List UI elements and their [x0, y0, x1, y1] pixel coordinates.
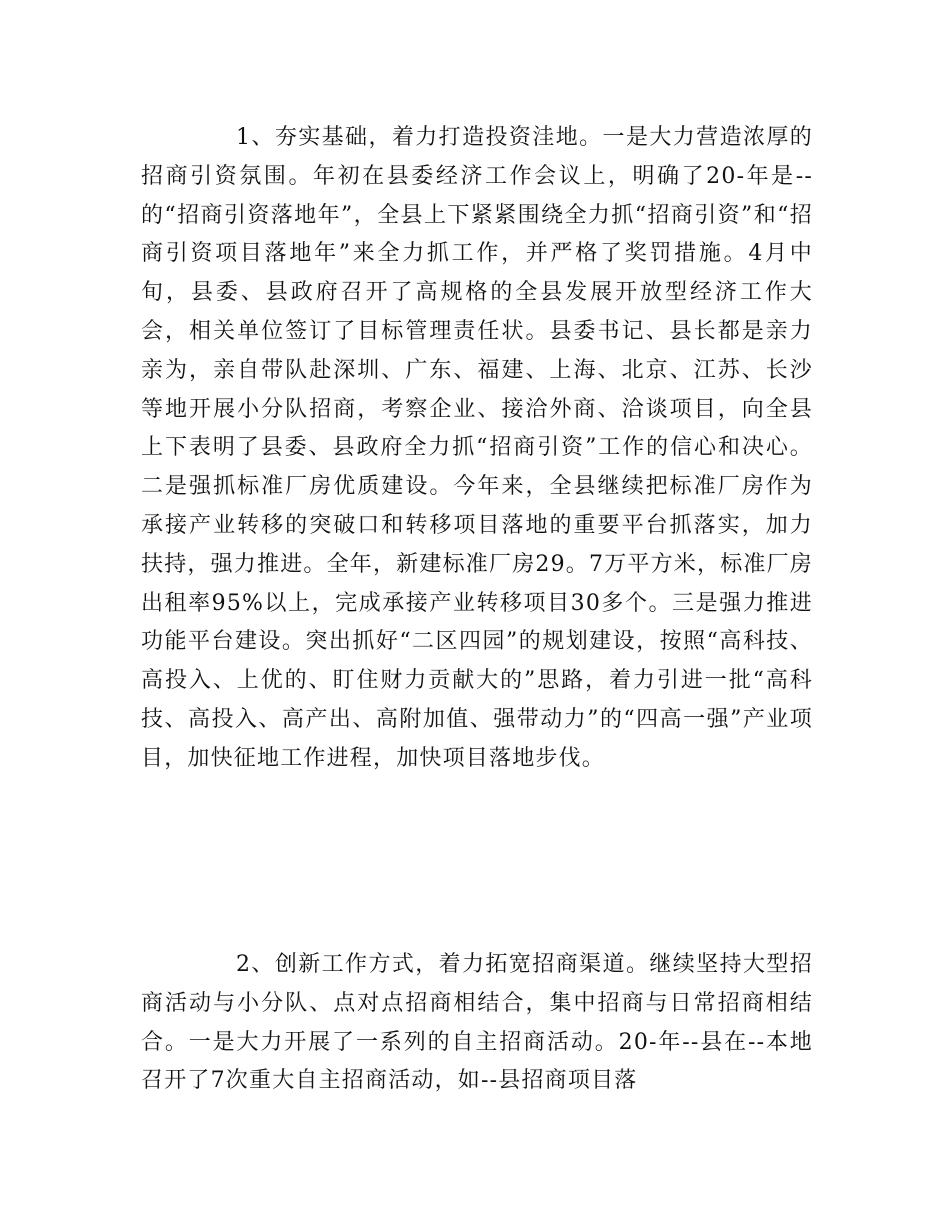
paragraph-1: 1、夯实基础，着力打造投资洼地。一是大力营造浓厚的招商引资氛围。年初在县委经济工作会议上，明确了20-年是--的“招商引资落地年”，全县上下紧紧围绕全力抓“招商引资”和“招商引资项目落地年”来全力抓工作，并严格了奖罚措施。4月中旬，县委、县政府召开了高规格的全县发展开放型经济工作大会，相关单位签订了目标管理责任状。县委书记、县长都是亲力亲为，亲自带队赴深圳、广东、福建、上海、北京、江苏、长沙等地开展小分队招商，考察企业、接洽外商、洽谈项目，向全县上下表明了县委、县政府全力抓“招商引资”工作的信心和决心。二是强抓标准厂房优质建设。今年来，全县继续把标准厂房作为承接产业转移的突破口和转移项目落地的重要平台抓落实，加力扶持，强力推进。全年，新建标准厂房29。7万平方米，标准厂房出租率95%以上，完成承接产业转移项目30多个。三是强力推进功能平台建设。突出抓好“二区四园”的规划建设，按照“高科技、高投入、上优的、盯住财力贡献大的”思路，着力引进一批“高科技、高投入、高产出、高附加值、强带动力”的“四高一强”产业项目，加快征地工作进程，加快项目落地步伐。 — [141, 125, 813, 771]
paragraph-2: 2、创新工作方式，着力拓宽招商渠道。继续坚持大型招商活动与小分队、点对点招商相结合，集中招商与日常招商相结合。一是大力开展了一系列的自主招商活动。20-年--县在--本地召开了7次重大自主招商活动，如--县招商项目落 — [141, 952, 813, 1094]
